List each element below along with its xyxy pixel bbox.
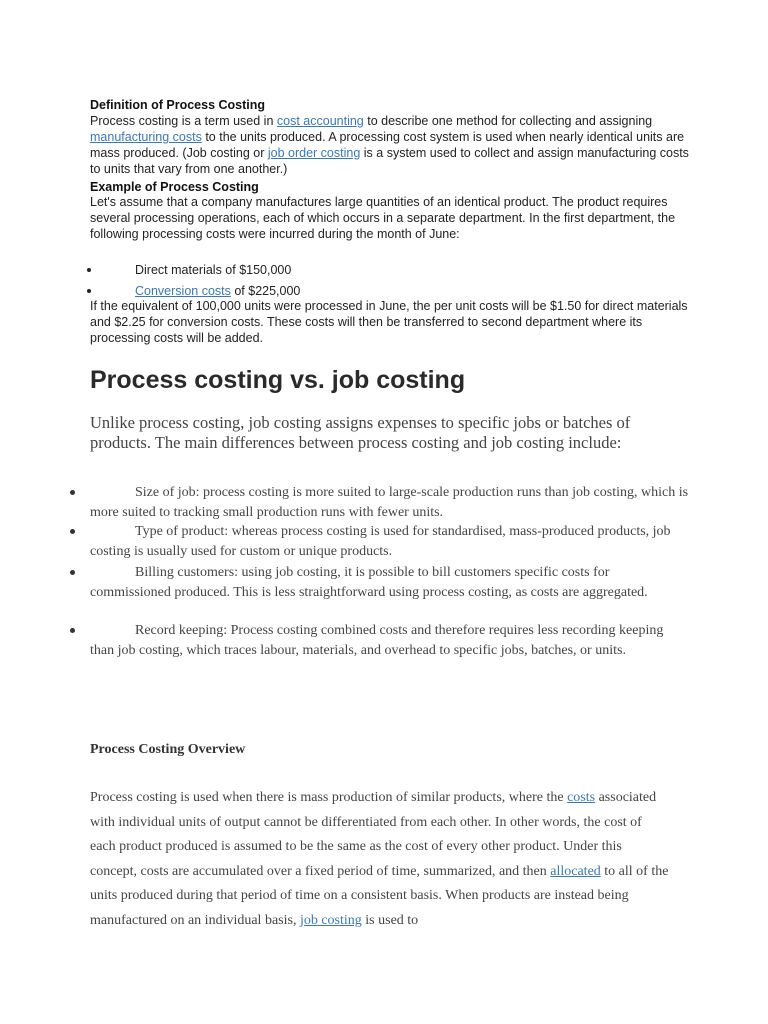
bullet-icon: [70, 628, 75, 633]
overview-text-4: is used to: [361, 912, 419, 928]
job-costing-link[interactable]: job costing: [299, 912, 362, 928]
example-conclusion: If the equivalent of 100,000 units were processed in June, the per unit costs will be $1.50 for direct materials and $2.25 for conversion costs. These costs will then be transferred to second department where its processing costs will be added.: [90, 299, 688, 345]
bullet-icon: [70, 490, 75, 495]
billing-customers-text: Billing customers: using job costing, it is possible to bill customers specific costs for commissioned produced. This is less straightforward using process costing, as costs are aggregated.: [90, 565, 648, 600]
overview-heading: Process Costing Overview: [90, 742, 246, 757]
conversion-costs-item: [135, 283, 300, 299]
record-keeping-text: Record keeping: Process costing combined costs and therefore requires less recording keeping than job costing, which traces labour, materials, and overhead to specific jobs, batches, or units.: [90, 623, 664, 658]
overview-paragraph: [90, 786, 670, 934]
bullet-icon: [87, 289, 91, 293]
manufacturing-costs-link[interactable]: manufacturing costs: [90, 130, 202, 144]
definition-text-3: to the units produced. A processing cost system is used when nearly identical units are mass produced. (Job costing or: [90, 130, 685, 160]
definition-heading: Definition of Process Costing: [90, 98, 266, 112]
definition-text-1: Process costing is a term used in: [90, 114, 277, 128]
conversion-costs-value: of $225,000: [230, 284, 301, 298]
comparison-heading: Process costing vs. job costing: [90, 366, 466, 394]
definition-text-2: to describe one method for collecting and assigning: [363, 114, 653, 128]
list-item: [90, 621, 690, 660]
bullet-icon: [87, 268, 91, 272]
overview-text-2: associated with individual units of output cannot be differentiated from each other. In other words, the cost of each product produced is assumed to be the same as the cost of every other product. Under this concept, costs are accumulated over a fixed period of time, summarized, and then: [90, 790, 657, 879]
costs-link[interactable]: costs: [567, 790, 596, 805]
type-of-product-text: Type of product: whereas process costing is used for standardised, mass-produced products, job costing is usually used for custom or unique products.: [90, 524, 671, 559]
direct-materials-text: Direct materials of $150,000: [135, 263, 292, 277]
bullet-icon: [70, 529, 75, 534]
allocated-link[interactable]: allocated: [550, 863, 601, 879]
definition-paragraph: [90, 113, 690, 177]
list-item: [90, 563, 690, 602]
overview-text-3: to all of the units produced during that period of time on a consistent basis. When products are instead being manufactured on an individual basis,: [90, 863, 669, 928]
list-item: [90, 522, 690, 561]
example-heading: Example of Process Costing: [90, 180, 259, 194]
example-intro: Let's assume that a company manufactures large quantities of an identical product. The product requires several processing operations, each of which occurs in a separate department. In the first department, the following processing costs were incurred during the month of June:: [90, 195, 676, 241]
definition-text-4: is a system used to collect and assign manufacturing costs to units that vary from one another.): [90, 146, 689, 176]
overview-text-1: Process costing is used when there is mass production of similar products, where the: [90, 790, 568, 805]
job-order-costing-link[interactable]: job order costing: [267, 146, 361, 160]
conversion-costs-link[interactable]: Conversion costs: [135, 284, 231, 298]
size-of-job-text: Size of job: process costing is more suited to large-scale production runs than job costing, which is more suited to tracking small production runs with fewer units.: [90, 485, 689, 520]
bullet-icon: [70, 570, 75, 575]
list-item: [90, 483, 690, 522]
comparison-lead: Unlike process costing, job costing assigns expenses to specific jobs or batches of products. The main differences between process costing and job costing include:: [90, 413, 631, 452]
cost-accounting-link[interactable]: cost accounting: [276, 114, 364, 128]
